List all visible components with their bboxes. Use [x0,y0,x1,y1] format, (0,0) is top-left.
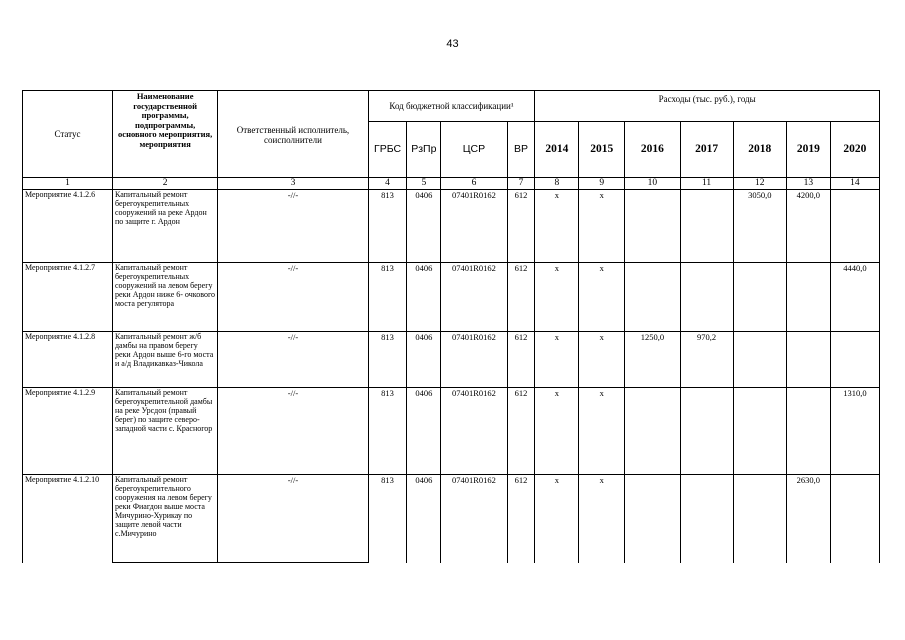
header-grbs: ГРБС [368,122,407,178]
col-number: 12 [733,178,786,190]
row-vr: 612 [507,332,535,388]
col-number: 14 [830,178,879,190]
table-row [23,475,880,563]
header-year-2020: 2020 [830,122,879,178]
row-2019: 4200,0 [786,190,830,263]
row-name: Капитальный ремонт ж/б дамбы на правом берегу реки Ардон выше 6-го моста и а/д Владикавказ-Чикола [112,332,217,388]
row-2019 [786,332,830,388]
row-responsible: -//- [218,388,368,475]
table-row [23,263,880,332]
row-rzpr: 0406 [407,475,441,563]
row-vr: 612 [507,263,535,332]
row-2017 [680,475,733,563]
row-csr: 07401R0162 [441,263,507,332]
row-responsible: -//- [218,475,368,563]
row-2017 [680,190,733,263]
row-grbs: 813 [368,263,407,332]
row-2015: x [579,190,625,263]
row-2018 [733,332,786,388]
row-2016 [625,263,680,332]
row-2018 [733,388,786,475]
row-vr: 612 [507,190,535,263]
row-2017 [680,388,733,475]
row-2017 [680,263,733,332]
header-name: Наименование государственной программы, подпрограммы, основного мероприятия, мероприятия [112,91,217,178]
header-status: Статус [23,91,113,178]
row-status: Мероприятие 4.1.2.6 [23,190,113,263]
header-year-2017: 2017 [680,122,733,178]
row-2014: x [535,263,579,332]
row-rzpr: 0406 [407,332,441,388]
row-csr: 07401R0162 [441,475,507,563]
row-2019: 2630,0 [786,475,830,563]
header-year-2015: 2015 [579,122,625,178]
row-name: Капитальный ремонт берегоукрепительных сооружений на реке Ардон по защите г. Ардон [112,190,217,263]
row-2020: 4440,0 [830,263,879,332]
table-row [23,388,880,475]
col-number: 11 [680,178,733,190]
row-status: Мероприятие 4.1.2.7 [23,263,113,332]
row-2014: x [535,388,579,475]
header-code-group: Код бюджетной классификации¹ [368,91,535,122]
row-status: Мероприятие 4.1.2.9 [23,388,113,475]
row-2019 [786,388,830,475]
header-responsible: Ответственный исполнитель, соисполнители [218,91,368,178]
row-csr: 07401R0162 [441,190,507,263]
row-csr: 07401R0162 [441,388,507,475]
row-vr: 612 [507,475,535,563]
budget-table [22,90,880,563]
row-rzpr: 0406 [407,263,441,332]
col-number: 5 [407,178,441,190]
header-rzpr: РзПр [407,122,441,178]
row-status: Мероприятие 4.1.2.10 [23,475,113,563]
row-2019 [786,263,830,332]
col-number: 2 [112,178,217,190]
row-responsible: -//- [218,190,368,263]
col-number: 1 [23,178,113,190]
row-status: Мероприятие 4.1.2.8 [23,332,113,388]
header-year-2019: 2019 [786,122,830,178]
header-vr: ВР [507,122,535,178]
col-number: 4 [368,178,407,190]
col-number: 10 [625,178,680,190]
row-2014: x [535,332,579,388]
row-rzpr: 0406 [407,190,441,263]
row-responsible: -//- [218,263,368,332]
row-2015: x [579,263,625,332]
row-grbs: 813 [368,190,407,263]
table-row [23,332,880,388]
row-rzpr: 0406 [407,388,441,475]
header-csr: ЦСР [441,122,507,178]
table-row [23,190,880,263]
row-2015: x [579,332,625,388]
header-expenses-group: Расходы (тыс. руб.), годы [535,91,880,122]
row-name: Капитальный ремонт берегоукрепительного сооружения на левом берегу реки Фиагдон выше моста Мичурино-Хурикау по защите левой части с.Мичурино [112,475,217,563]
row-2016 [625,388,680,475]
page-number: 43 [446,38,459,50]
row-grbs: 813 [368,475,407,563]
col-number: 9 [579,178,625,190]
row-2020 [830,190,879,263]
row-name: Капитальный ремонт берегоукрепительных сооружений на левом берегу реки Ардон ниже 6- очкового моста регулятора [112,263,217,332]
row-2016: 1250,0 [625,332,680,388]
row-2016 [625,475,680,563]
row-2018: 3050,0 [733,190,786,263]
row-grbs: 813 [368,388,407,475]
row-vr: 612 [507,388,535,475]
header-year-2018: 2018 [733,122,786,178]
row-2014: x [535,190,579,263]
row-2020 [830,475,879,563]
row-grbs: 813 [368,332,407,388]
row-2017: 970,2 [680,332,733,388]
row-2015: x [579,475,625,563]
row-2014: x [535,475,579,563]
header-year-2016: 2016 [625,122,680,178]
col-number: 8 [535,178,579,190]
row-2020 [830,332,879,388]
row-2015: x [579,388,625,475]
row-2018 [733,263,786,332]
col-number: 6 [441,178,507,190]
col-number: 3 [218,178,368,190]
col-number: 13 [786,178,830,190]
row-name: Капитальный ремонт берегоукрепительной дамбы на реке Урсдон (правый берег) по защите северо-западной части с. Красногор [112,388,217,475]
row-csr: 07401R0162 [441,332,507,388]
row-2020: 1310,0 [830,388,879,475]
row-2018 [733,475,786,563]
row-2016 [625,190,680,263]
col-number: 7 [507,178,535,190]
header-year-2014: 2014 [535,122,579,178]
row-responsible: -//- [218,332,368,388]
